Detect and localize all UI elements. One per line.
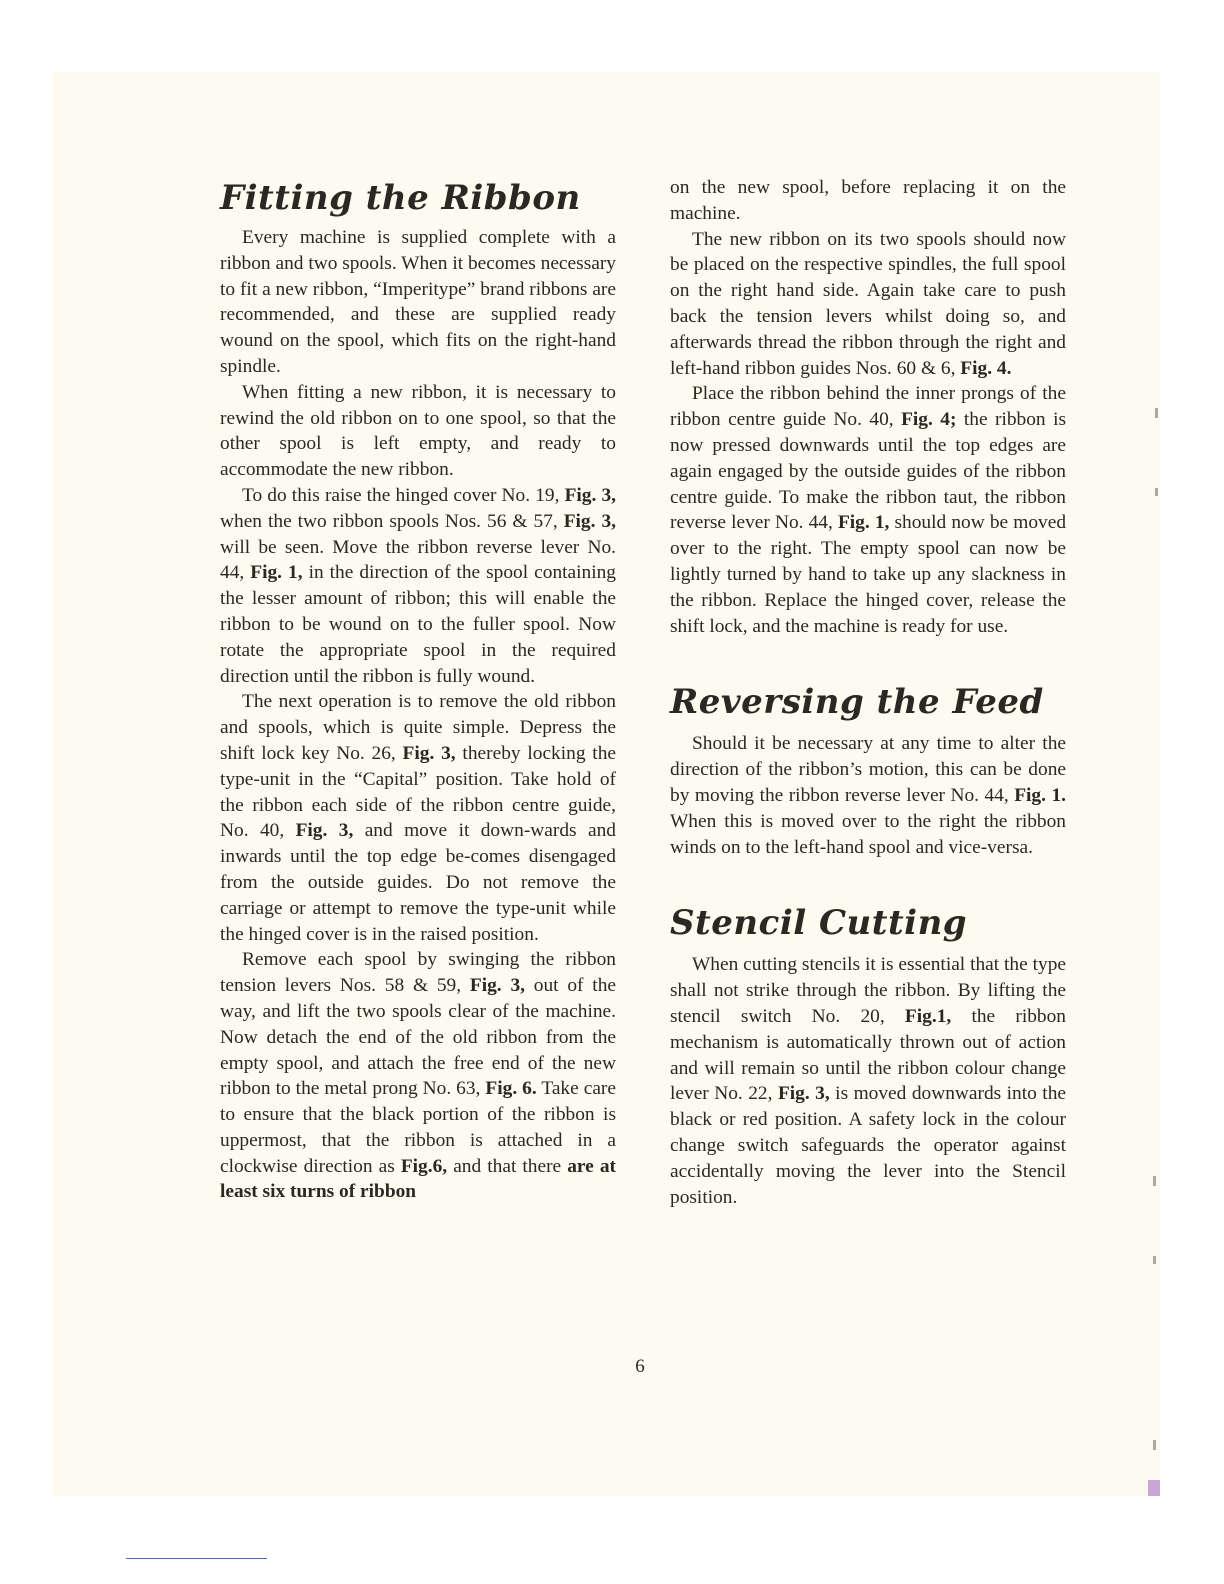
paragraph-5 [220, 947, 616, 1205]
fig-ref: Fig. 1, [250, 562, 303, 584]
text: Should it be necessary at any time to alter the direction of the ribbon’s motion, this can be done by moving the ribbon reverse lever No. 44, [670, 733, 1066, 806]
text: should now be moved over to the right. The empty spool can now be lightly turned by hand to take up any slackness in the ribbon. Replace the hinged cover, release the shift lock, and the machine is ready for use. [670, 512, 1067, 637]
text: the ribbon mechanism is automatically thrown out of action and will remain so until the ribbon colour change lever No. 22, [670, 1005, 1067, 1105]
fig-ref: Fig. 4. [960, 357, 1012, 379]
text: out of the way, and lift the two spools clear of the machine. Now detach the end of the old ribbon from the empty spool, and attach the free end of the new ribbon to the metal prong No. 63, [220, 975, 616, 1100]
text: When this is moved over to the right the ribbon winds on to the left-hand spool and vice-versa. [670, 810, 1066, 858]
paragraph-continued: on the new spool, before replacing it on the machine. [670, 177, 1066, 224]
scan-edge-mark [1153, 1440, 1156, 1450]
text: and that there [447, 1155, 568, 1177]
heading-fitting-the-ribbon: Fitting the Ribbon [220, 178, 581, 218]
paragraph-7 [670, 381, 1066, 639]
scan-edge-mark [1153, 1256, 1156, 1264]
paragraph-4 [220, 689, 616, 947]
scan-corner-tint [1148, 1480, 1160, 1496]
fig-ref: Fig. 4; [901, 409, 957, 431]
text: and move it down-wards and inwards until the top edge be-comes disengaged from the outside guides. Do not remove the carriage or attempt to remove the type-unit while the hinged cover is in the raised position. [220, 820, 616, 945]
paragraph-1: Every machine is supplied complete with a ribbon and two spools. When it becomes necessary to fit a new ribbon, “Imperitype” brand ribbons are recommended, and these are supplied ready wound on the spool, which fits on the right-hand spindle. [220, 227, 616, 377]
text: Place the ribbon behind the inner prongs of the ribbon centre guide No. 40, [670, 383, 1066, 431]
paragraph-2: When fitting a new ribbon, it is necessary to rewind the old ribbon on to one spool, so that the other spool is left empty, and ready to accommodate the new ribbon. [220, 381, 616, 481]
text: will be seen. Move the ribbon reverse lever No. 44, [220, 536, 616, 584]
text: thereby locking the type-unit in the “Capital” position. Take hold of the ribbon each side of the ribbon centre guide, No. 40, [220, 742, 616, 842]
fig-ref: Fig. 3, [777, 1083, 830, 1105]
page-number: 6 [635, 1356, 645, 1377]
fig-ref: Fig.6, [400, 1155, 448, 1177]
text: is moved downwards into the black or red position. A safety lock in the colour change switch safeguards the operator against accidentally moving the lever into the Stencil position. [670, 1083, 1066, 1208]
scan-edge-mark [1155, 488, 1158, 496]
fig-ref: Fig. 3, [295, 820, 354, 842]
fig-ref: Fig. 1. [1014, 784, 1066, 806]
fig-ref: Fig. 1, [837, 512, 890, 534]
paragraph-9 [670, 952, 1066, 1210]
text: The new ribbon on its two spools should now be placed on the respective spindles, the full spool on the right hand side. Again take care to push back the tension levers whilst doing so, and afterwards thread the ribbon through the right and left-hand ribbon guides Nos. 60 & 6, [670, 228, 1066, 379]
scan-edge-mark [1155, 408, 1158, 418]
fig-ref: Fig.1, [904, 1005, 952, 1027]
paragraph-8 [670, 731, 1066, 860]
fig-ref: Fig. 3, [563, 510, 616, 532]
text: When cutting stencils it is essential that the type shall not strike through the ribbon. By lifting the stencil switch No. 20, [670, 954, 1066, 1027]
text: Remove each spool by swinging the ribbon tension levers Nos. 58 & 59, [220, 949, 616, 997]
text: when the two ribbon spools Nos. 56 & 57, [220, 510, 564, 532]
text: in the direction of the spool containing the lesser amount of ribbon; this will enable the ribbon to be wound on to the fuller spool. Now rotate the appropriate spool in the required direction until the ribbon is fully wound. [220, 562, 616, 687]
right-column [670, 175, 1066, 1210]
text: Take care to ensure that the black portion of the ribbon is uppermost, that the ribbon is attached in a clockwise direction as [220, 1078, 616, 1177]
heading-reversing-the-feed: Reversing the Feed [670, 682, 1044, 723]
fig-ref: Fig. 3, [564, 484, 616, 506]
emphasis: are at least six turns of ribbon [220, 1155, 617, 1203]
text: The next operation is to remove the old ribbon and spools, which is quite simple. Depress the shift lock key No. 26, [220, 691, 616, 764]
fig-ref: Fig. 6. [485, 1078, 537, 1100]
fig-ref: Fig. 3, [469, 975, 525, 997]
bottom-rule [126, 1558, 267, 1559]
text: the ribbon is now pressed downwards until the top edges are again engaged by the outside guides of the ribbon centre guide. To make the ribbon taut, the ribbon reverse lever No. 44, [670, 409, 1067, 534]
fig-ref: Fig. 3, [402, 742, 456, 764]
left-column [220, 175, 616, 1205]
paragraph-6 [670, 227, 1066, 382]
scan-edge-mark [1153, 1176, 1156, 1186]
heading-stencil-cutting: Stencil Cutting [670, 903, 968, 944]
paragraph-3 [220, 483, 616, 689]
text: To do this raise the hinged cover No. 19, [242, 484, 565, 506]
